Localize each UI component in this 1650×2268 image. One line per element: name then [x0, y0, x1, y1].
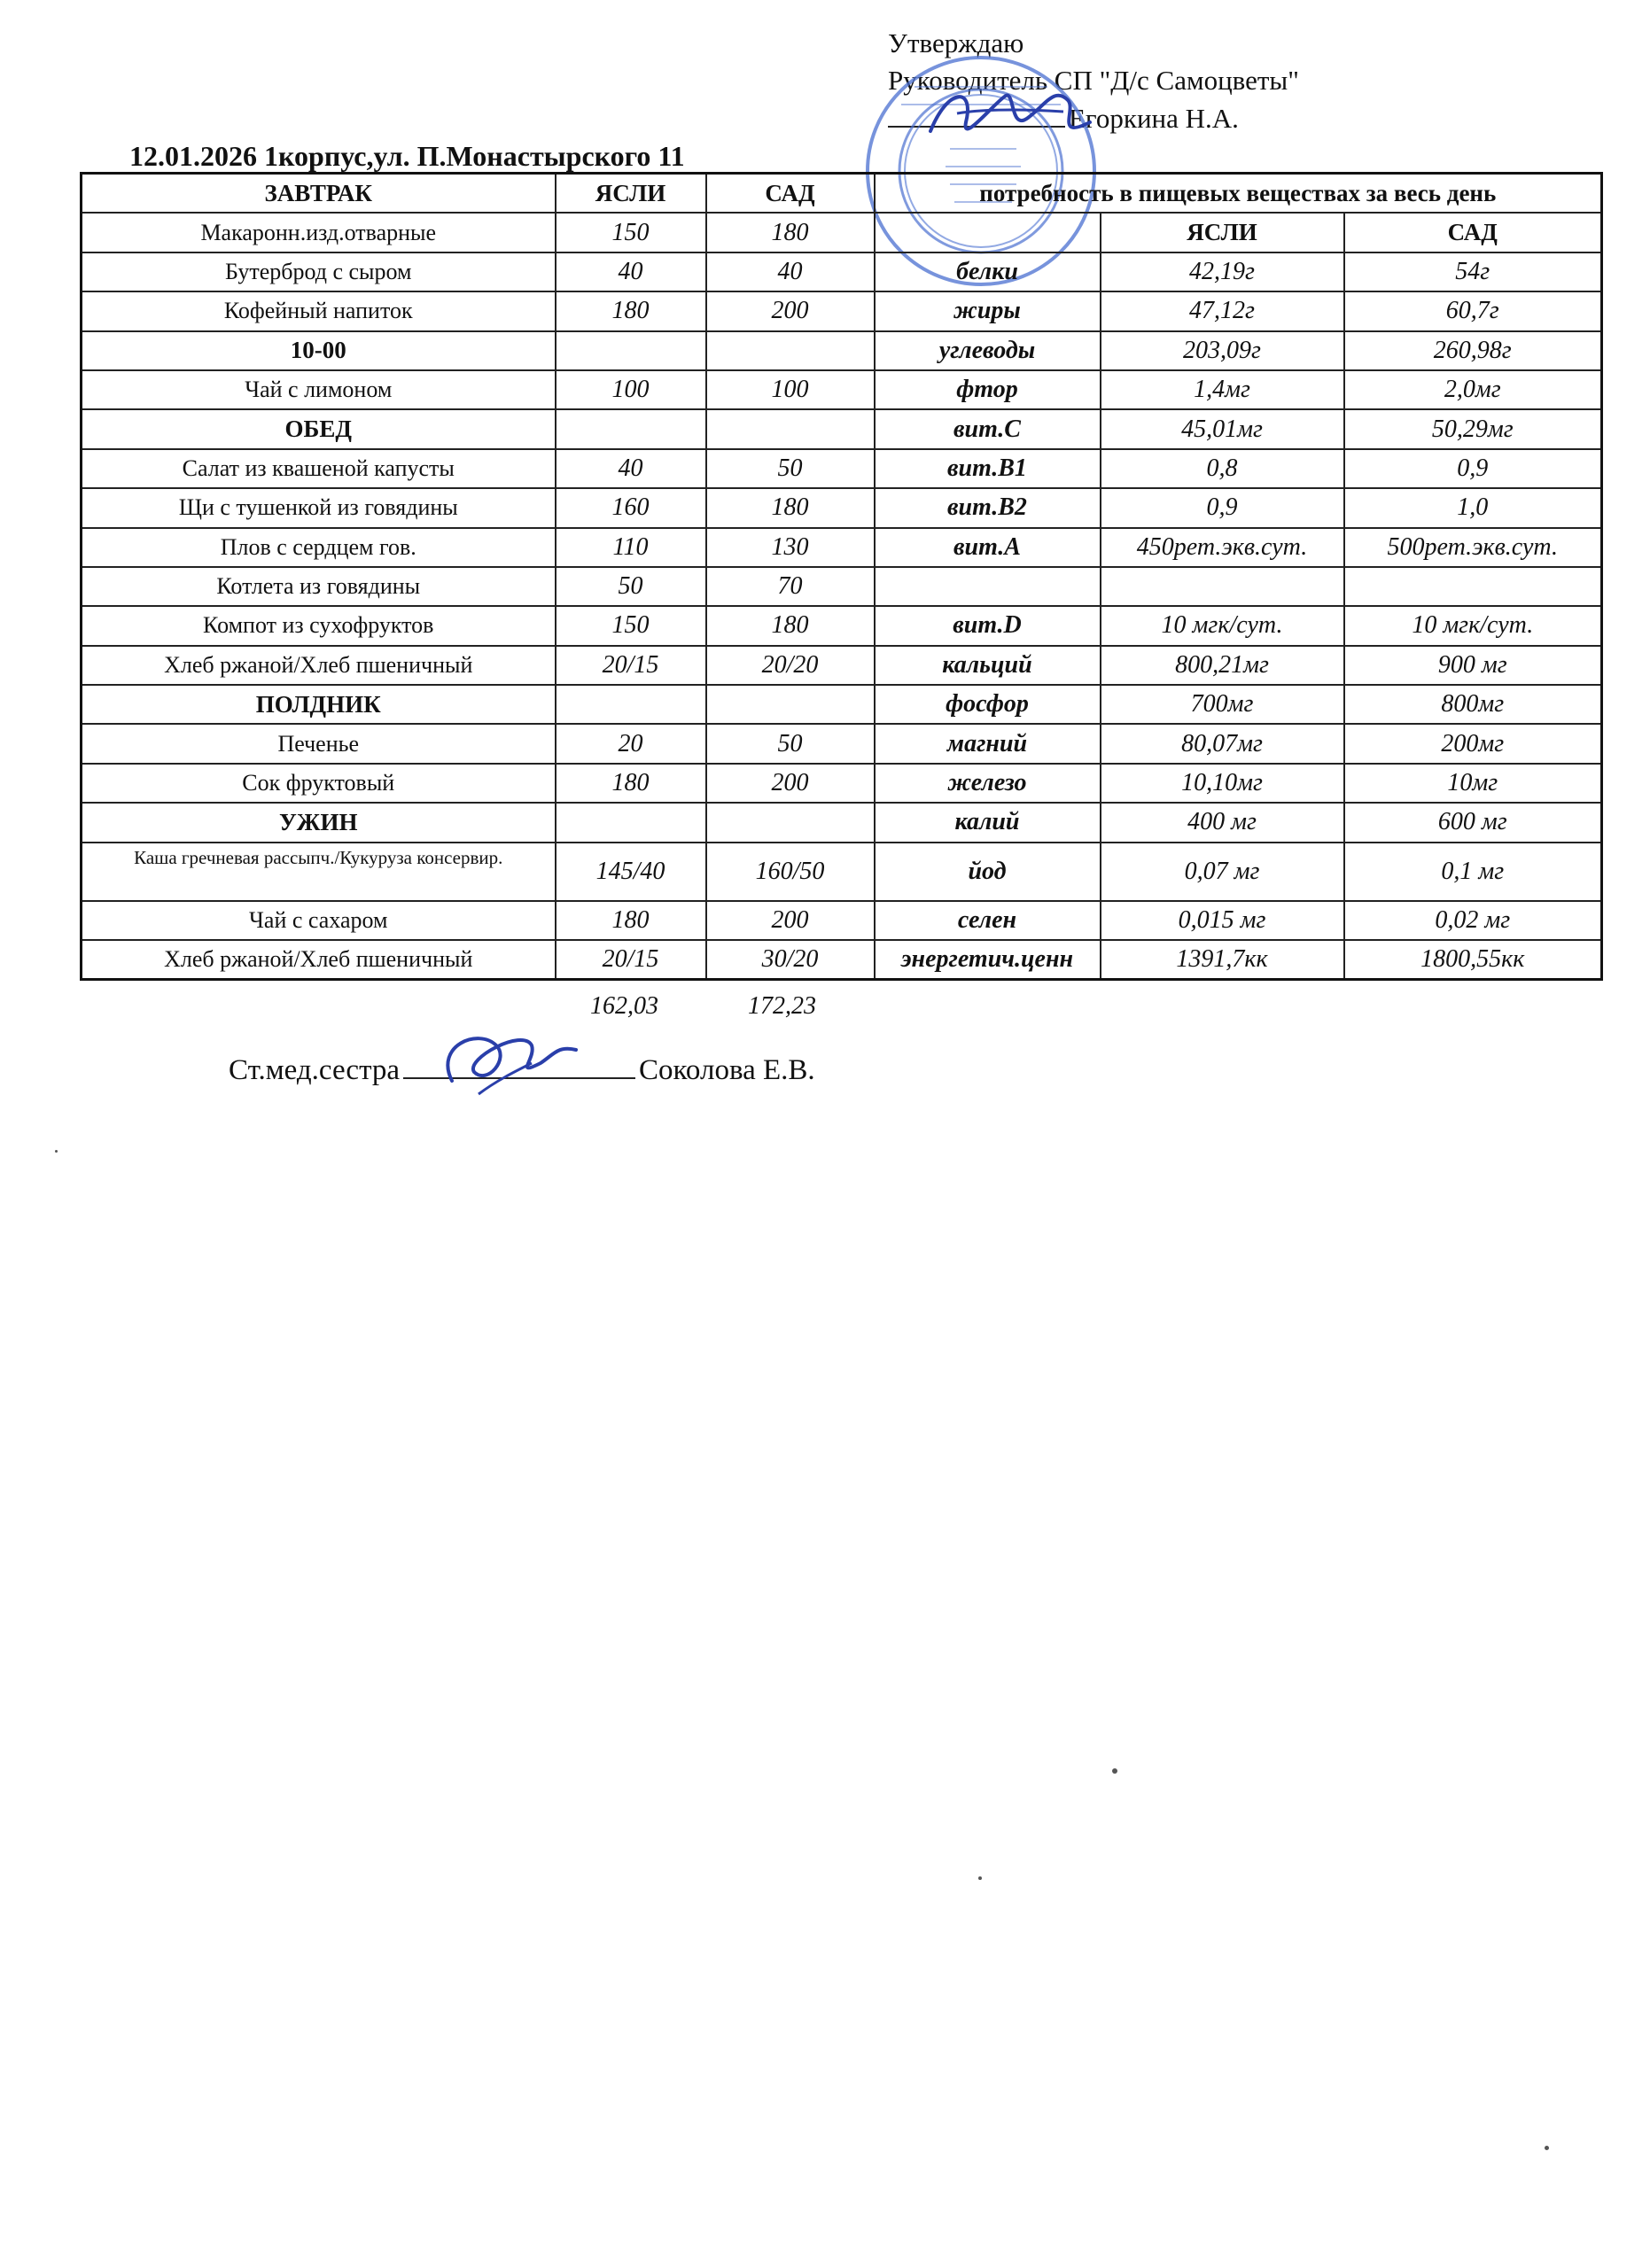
yasli-portion [556, 331, 706, 370]
yasli-portion [556, 409, 706, 448]
table-row [82, 252, 1602, 291]
nutrient-name: вит.В1 [875, 449, 1101, 488]
col-sad-header: САД [706, 174, 875, 214]
sad-portion: 200 [706, 764, 875, 803]
dish-name: Плов с сердцем гов. [82, 528, 556, 567]
needs-sad-header: САД [1344, 213, 1602, 252]
yasli-portion [556, 685, 706, 724]
nutrient-name: жиры [875, 291, 1101, 330]
table-row [82, 370, 1602, 409]
yasli-portion: 110 [556, 528, 706, 567]
approval-title: Утверждаю [888, 27, 1024, 58]
sad-portion: 50 [706, 724, 875, 763]
dish-name: Чай с сахаром [82, 901, 556, 940]
dish-name: Хлеб ржаной/Хлеб пшеничный [82, 940, 556, 980]
table-row [82, 901, 1602, 940]
nutrient-yasli: 42,19г [1101, 252, 1344, 291]
nutrient-sad: 1,0 [1344, 488, 1602, 527]
nutrient-sad: 200мг [1344, 724, 1602, 763]
dish-name: Бутерброд с сыром [82, 252, 556, 291]
nutrient-sad: 800мг [1344, 685, 1602, 724]
yasli-portion: 145/40 [556, 843, 706, 901]
table-row [82, 646, 1602, 685]
nutrient-name: калий [875, 803, 1101, 842]
sad-portion [706, 685, 875, 724]
sad-portion: 20/20 [706, 646, 875, 685]
col-meal-header: ЗАВТРАК [82, 174, 556, 214]
dish-name: Котлета из говядины [82, 567, 556, 606]
dish-name: Чай с лимоном [82, 370, 556, 409]
nutrient-yasli: 1,4мг [1101, 370, 1344, 409]
nutrient-sad: 260,98г [1344, 331, 1602, 370]
nutrient-name: фтор [875, 370, 1101, 409]
nutrient-name: фосфор [875, 685, 1101, 724]
dish-name: Макаронн.изд.отварные [82, 213, 556, 252]
meal-section-label: УЖИН [82, 803, 556, 842]
sad-portion: 160/50 [706, 843, 875, 901]
nutrient-yasli: 400 мг [1101, 803, 1344, 842]
sad-portion: 70 [706, 567, 875, 606]
table-row [82, 940, 1602, 980]
yasli-portion: 20/15 [556, 940, 706, 980]
scan-speck [1545, 2146, 1549, 2150]
table-row [82, 567, 1602, 606]
table-row [82, 606, 1602, 645]
sad-portion [706, 409, 875, 448]
yasli-portion: 160 [556, 488, 706, 527]
nutrient-yasli: 0,015 мг [1101, 901, 1344, 940]
dish-name: Хлеб ржаной/Хлеб пшеничный [82, 646, 556, 685]
sad-portion [706, 803, 875, 842]
nutrient-yasli: 80,07мг [1101, 724, 1344, 763]
nutrient-sad [1344, 567, 1602, 606]
table-row [82, 685, 1602, 724]
nutrient-sad: 1800,55кк [1344, 940, 1602, 980]
scan-speck [978, 1876, 982, 1880]
nutrient-sad: 10 мгк/сут. [1344, 606, 1602, 645]
nutrient-yasli: 0,07 мг [1101, 843, 1344, 901]
table-row [82, 449, 1602, 488]
dish-name: Компот из сухофруктов [82, 606, 556, 645]
yasli-portion: 50 [556, 567, 706, 606]
sad-portion: 180 [706, 213, 875, 252]
table-row [82, 803, 1602, 842]
nutrient-yasli: 800,21мг [1101, 646, 1344, 685]
dish-name: Щи с тушенкой из говядины [82, 488, 556, 527]
nutrient-sad: 0,9 [1344, 449, 1602, 488]
yasli-portion: 40 [556, 252, 706, 291]
document-header: 12.01.2026 1корпус,ул. П.Монастырского 11 [129, 140, 685, 172]
sad-portion: 100 [706, 370, 875, 409]
yasli-portion: 20 [556, 724, 706, 763]
table-row [82, 213, 1602, 252]
meal-section-label: ПОЛДНИК [82, 685, 556, 724]
nutrient-name: вит.В2 [875, 488, 1101, 527]
menu-table [80, 172, 1603, 981]
nurse-name: Соколова Е.В. [639, 1054, 815, 1086]
director-signature [922, 69, 1099, 167]
nutrient-name [875, 213, 1101, 252]
nutrient-sad: 60,7г [1344, 291, 1602, 330]
sad-portion: 200 [706, 291, 875, 330]
sad-portion: 130 [706, 528, 875, 567]
nutrient-sad: 900 мг [1344, 646, 1602, 685]
approval-position: Руководитель СП "Д/с Самоцветы" [888, 65, 1299, 96]
table-row [82, 409, 1602, 448]
nutrient-sad: 500рет.экв.сут. [1344, 528, 1602, 567]
menu-table-body [82, 174, 1602, 980]
nutrient-yasli: 450рет.экв.сут. [1101, 528, 1344, 567]
nurse-role: Ст.мед.сестра [229, 1054, 401, 1086]
dish-name: Сок фруктовый [82, 764, 556, 803]
nutrient-name: селен [875, 901, 1101, 940]
table-row [82, 528, 1602, 567]
sad-portion: 180 [706, 488, 875, 527]
nutrient-sad: 0,1 мг [1344, 843, 1602, 901]
dish-name: Печенье [82, 724, 556, 763]
nutrient-sad: 10мг [1344, 764, 1602, 803]
sad-portion: 30/20 [706, 940, 875, 980]
yasli-portion: 40 [556, 449, 706, 488]
yasli-portion [556, 803, 706, 842]
nutrient-yasli: 10,10мг [1101, 764, 1344, 803]
nutrient-name [875, 567, 1101, 606]
nutrient-yasli: 10 мгк/сут. [1101, 606, 1344, 645]
dish-name: Салат из квашеной капусты [82, 449, 556, 488]
needs-title: потребность в пищевых веществах за весь день [875, 174, 1602, 214]
nutrient-yasli: 45,01мг [1101, 409, 1344, 448]
nutrient-yasli: 1391,7кк [1101, 940, 1344, 980]
nutrient-name: вит.С [875, 409, 1101, 448]
dish-name: Кофейный напиток [82, 291, 556, 330]
table-row [82, 724, 1602, 763]
table-header-row [82, 174, 1602, 214]
nutrient-name: белки [875, 252, 1101, 291]
sad-portion [706, 331, 875, 370]
sad-portion: 50 [706, 449, 875, 488]
nutrient-sad: 2,0мг [1344, 370, 1602, 409]
nutrient-name: углеводы [875, 331, 1101, 370]
table-row [82, 291, 1602, 330]
approval-name: Егоркина Н.А. [1069, 103, 1239, 134]
yasli-portion: 150 [556, 606, 706, 645]
nutrient-name: железо [875, 764, 1101, 803]
nutrient-yasli [1101, 567, 1344, 606]
yasli-portion: 100 [556, 370, 706, 409]
total-yasli: 162,03 [590, 992, 658, 1020]
nutrient-yasli: 47,12г [1101, 291, 1344, 330]
yasli-portion: 150 [556, 213, 706, 252]
yasli-portion: 180 [556, 291, 706, 330]
nutrient-name: йод [875, 843, 1101, 901]
nutrient-yasli: 0,9 [1101, 488, 1344, 527]
nutrient-name: магний [875, 724, 1101, 763]
nutrient-name: энергетич.ценн [875, 940, 1101, 980]
col-yasli-header: ЯСЛИ [556, 174, 706, 214]
nurse-signature [425, 1010, 585, 1107]
nutrient-sad: 50,29мг [1344, 409, 1602, 448]
table-row [82, 488, 1602, 527]
yasli-portion: 20/15 [556, 646, 706, 685]
table-row [82, 843, 1602, 901]
scan-speck [1112, 1768, 1117, 1774]
nutrient-name: кальций [875, 646, 1101, 685]
table-row [82, 764, 1602, 803]
nutrient-sad: 600 мг [1344, 803, 1602, 842]
nutrient-yasli: 0,8 [1101, 449, 1344, 488]
nutrient-yasli: 700мг [1101, 685, 1344, 724]
table-row [82, 331, 1602, 370]
nutrient-sad: 0,02 мг [1344, 901, 1602, 940]
total-sad: 172,23 [748, 992, 816, 1020]
nutrient-yasli: 203,09г [1101, 331, 1344, 370]
nutrient-name: вит.D [875, 606, 1101, 645]
meal-section-label: ОБЕД [82, 409, 556, 448]
sad-portion: 40 [706, 252, 875, 291]
yasli-portion: 180 [556, 901, 706, 940]
sad-portion: 180 [706, 606, 875, 645]
dish-name: Каша гречневая рассыпч./Кукуруза консервир. [82, 843, 556, 901]
yasli-portion: 180 [556, 764, 706, 803]
nutrient-name: вит.А [875, 528, 1101, 567]
needs-yasli-header: ЯСЛИ [1101, 213, 1344, 252]
nutrient-sad: 54г [1344, 252, 1602, 291]
sad-portion: 200 [706, 901, 875, 940]
scan-speck [55, 1150, 58, 1153]
meal-section-label: 10-00 [82, 331, 556, 370]
